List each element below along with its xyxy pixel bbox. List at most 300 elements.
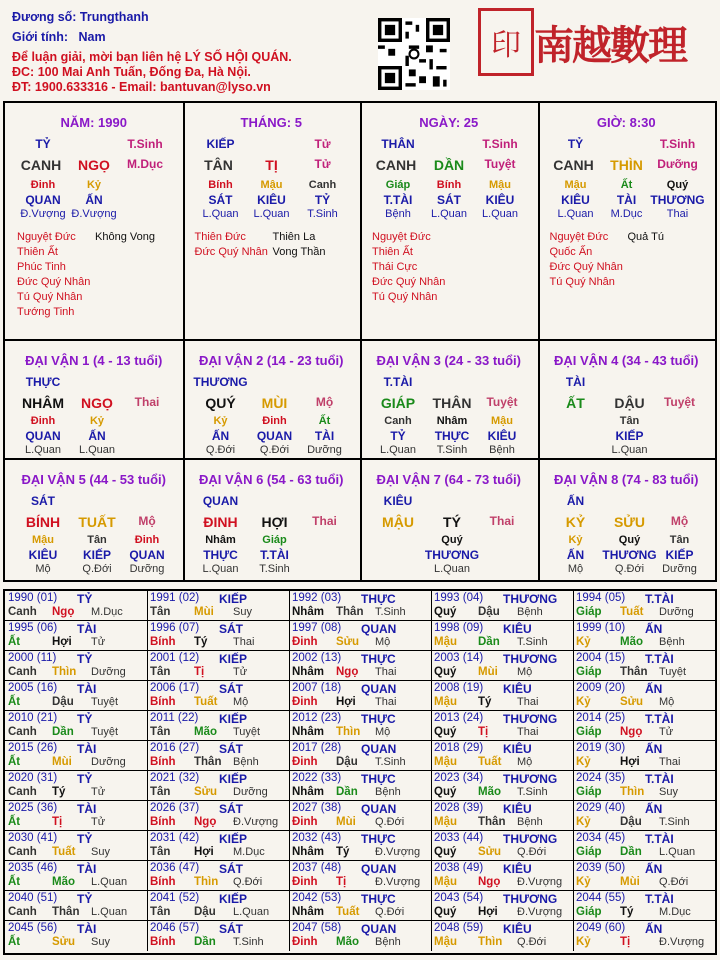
- contact-line: Để luận giải, mời bạn liên hệ LÝ SỐ HỘI QUÁN.: [12, 50, 292, 64]
- pillar-truong-sinh: Tử: [314, 157, 331, 171]
- year-label: 2032 (43): [292, 832, 342, 844]
- dai-van-hidden-sao: KIẾP: [665, 548, 694, 562]
- dai-van-sao: KIÊU: [383, 494, 413, 508]
- dai-van-chi: HỢI: [261, 514, 288, 530]
- pillar-sao: THÂN: [381, 137, 415, 151]
- year-truong-sinh: Dưỡng: [91, 666, 126, 678]
- year-cell[interactable]: [431, 621, 574, 651]
- year-sao: ẤN: [645, 802, 663, 816]
- gender-label: Giới tính:: [12, 30, 69, 44]
- year-cell[interactable]: [289, 741, 432, 771]
- year-chi: Thân: [620, 666, 648, 678]
- year-label: 2005 (16): [8, 682, 58, 694]
- dai-van-hidden-sao: KIÊU: [487, 429, 517, 443]
- year-can: Bính: [150, 816, 176, 828]
- year-can: Tân: [150, 666, 171, 678]
- year-cell[interactable]: [147, 681, 290, 711]
- year-chi: Ngọ: [336, 666, 359, 678]
- year-cell[interactable]: [5, 621, 148, 651]
- dai-van-hidden-can: Nhâm: [205, 534, 236, 546]
- year-truong-sinh: Suy: [91, 936, 110, 948]
- dai-van-hidden-sao: THƯƠNG: [424, 548, 480, 562]
- year-can: Ất: [8, 936, 21, 948]
- year-chi: Dần: [52, 726, 74, 738]
- than-sat: Thiên Đức: [194, 231, 246, 243]
- year-cell[interactable]: [5, 681, 148, 711]
- year-cell[interactable]: [289, 831, 432, 861]
- dai-van-chi: TUẤT: [78, 514, 116, 530]
- pillar-truong-sinh: M.Dục: [127, 157, 163, 171]
- dai-van-can: GIÁP: [380, 395, 416, 411]
- year-cell[interactable]: [289, 621, 432, 651]
- year-truong-sinh: Đ.Vượng: [233, 816, 279, 828]
- year-truong-sinh: T.Sinh: [659, 816, 690, 828]
- year-cell[interactable]: [147, 741, 290, 771]
- year-cell[interactable]: [289, 771, 432, 801]
- dai-van-hidden-can: Ất: [318, 415, 331, 427]
- year-sao: THỰC: [361, 832, 396, 846]
- year-can: Canh: [8, 726, 37, 738]
- year-sao: T.TÀI: [645, 772, 674, 786]
- year-label: 2001 (12): [150, 652, 200, 664]
- year-chi: Dần: [620, 846, 642, 858]
- year-cell[interactable]: [5, 861, 148, 891]
- year-chi: Tị: [620, 936, 631, 948]
- hidden-can: Bính: [436, 179, 462, 191]
- year-cell[interactable]: [147, 591, 290, 621]
- year-chi: Mão: [194, 726, 217, 738]
- year-cell[interactable]: [147, 921, 290, 951]
- year-label: 2016 (27): [150, 742, 200, 754]
- year-can: Kỷ: [576, 936, 591, 948]
- pillar-chi: THÌN: [610, 157, 643, 173]
- year-cell[interactable]: [573, 921, 716, 951]
- hidden-truong-sinh: Thai: [666, 208, 689, 220]
- year-can: Giáp: [576, 786, 602, 798]
- year-truong-sinh: L.Quan: [91, 876, 128, 888]
- year-truong-sinh: Dưỡng: [91, 756, 126, 768]
- year-cell[interactable]: [5, 771, 148, 801]
- hidden-truong-sinh: L.Quan: [202, 208, 239, 220]
- year-cell[interactable]: [431, 741, 574, 771]
- year-label: 1997 (08): [292, 622, 342, 634]
- year-sao: THƯƠNG: [503, 892, 558, 906]
- year-sao: ẤN: [645, 862, 663, 876]
- year-label: 2004 (15): [576, 652, 626, 664]
- dai-van-hidden-can: Mậu: [491, 415, 513, 427]
- dai-van-can: MẬU: [382, 514, 414, 530]
- hidden-can: Giáp: [385, 179, 411, 191]
- year-truong-sinh: Thai: [517, 696, 539, 708]
- year-truong-sinh: Đ.Vượng: [375, 876, 421, 888]
- year-chi: Tị: [478, 726, 489, 738]
- dai-van-title: ĐẠI VẬN 1 (4 - 13 tuổi): [25, 353, 163, 368]
- year-truong-sinh: Tử: [91, 816, 106, 828]
- year-sao: TỶ: [77, 712, 93, 726]
- year-chi: Thìn: [620, 786, 645, 798]
- year-chi: Sửu: [336, 636, 360, 648]
- dai-van-sao: T.TÀI: [383, 375, 413, 389]
- year-sao: KIÊU: [503, 802, 532, 816]
- year-truong-sinh: Q.Đới: [375, 906, 405, 918]
- year-truong-sinh: Mộ: [375, 726, 391, 738]
- year-cell[interactable]: [147, 891, 290, 921]
- year-sao: KIÊU: [503, 862, 532, 876]
- brand-logo: 南越數理: [534, 22, 686, 69]
- year-truong-sinh: Q.Đới: [375, 816, 405, 828]
- year-can: Ất: [8, 756, 21, 768]
- dai-van-hidden-truong-sinh: L.Quan: [78, 444, 116, 456]
- year-truong-sinh: Đ.Vượng: [517, 876, 563, 888]
- year-chi: Tuất: [52, 846, 76, 858]
- dai-van-hidden-sao: QUAN: [256, 429, 293, 443]
- hidden-sao: TỶ: [314, 193, 331, 207]
- year-label: 2030 (41): [8, 832, 58, 844]
- year-label: 2038 (49): [434, 862, 484, 874]
- year-cell[interactable]: [573, 651, 716, 681]
- year-chi: Tý: [478, 696, 492, 708]
- than-sat: Thiên Ất: [17, 246, 58, 258]
- dai-van-chi: SỬU: [613, 514, 646, 530]
- year-truong-sinh: M.Dục: [659, 906, 691, 918]
- year-sao: KIẾP: [219, 592, 248, 606]
- dai-van-can: NHÂM: [22, 395, 64, 411]
- dai-van-hidden-sao: KIÊU: [28, 548, 58, 562]
- year-truong-sinh: Bệnh: [517, 816, 543, 828]
- year-chi: Dậu: [336, 756, 358, 768]
- pillar-title: GIỜ: 8:30: [596, 115, 656, 130]
- year-sao: ẤN: [645, 922, 663, 936]
- year-label: 1995 (06): [8, 622, 58, 634]
- dai-van-can: QUÝ: [205, 395, 236, 411]
- year-can: Canh: [8, 786, 37, 798]
- year-cell[interactable]: [289, 591, 432, 621]
- year-chi: Tị: [52, 816, 63, 828]
- year-cell[interactable]: [431, 891, 574, 921]
- dai-van-hidden-truong-sinh: L.Quan: [433, 563, 471, 575]
- year-cell[interactable]: [573, 741, 716, 771]
- year-can: Nhâm: [292, 666, 324, 678]
- than-sat: Đức Quý Nhân: [17, 276, 91, 288]
- year-label: 2010 (21): [8, 712, 58, 724]
- dai-van-hidden-sao: TỶ: [390, 429, 406, 443]
- dai-van-hidden-can: Đinh: [134, 534, 160, 546]
- year-cell[interactable]: [289, 921, 432, 951]
- year-label: 2043 (54): [434, 892, 484, 904]
- year-can: Giáp: [576, 606, 602, 618]
- hidden-can: Canh: [308, 179, 337, 191]
- dai-van-hidden-truong-sinh: T.Sinh: [259, 563, 290, 575]
- year-cell[interactable]: [289, 711, 432, 741]
- year-label: 2029 (40): [576, 802, 626, 814]
- year-label: 2009 (20): [576, 682, 626, 694]
- year-chi: Tuất: [620, 606, 644, 618]
- year-truong-sinh: Tuyệt: [659, 666, 687, 678]
- than-sat: Tướng Tinh: [17, 306, 75, 318]
- year-can: Bính: [150, 636, 176, 648]
- year-chi: Mùi: [52, 756, 72, 768]
- year-can: Nhâm: [292, 786, 324, 798]
- dai-van-title: ĐẠI VẬN 4 (34 - 43 tuổi): [554, 353, 699, 368]
- year-truong-sinh: Mộ: [375, 636, 391, 648]
- year-cell[interactable]: [147, 651, 290, 681]
- year-chi: Sửu: [620, 696, 644, 708]
- year-chi: Thìn: [194, 876, 219, 888]
- year-can: Bính: [150, 876, 176, 888]
- dai-van-hidden-sao: TÀI: [314, 429, 335, 443]
- than-sat: Tú Quý Nhân: [372, 291, 438, 303]
- year-can: Kỷ: [576, 696, 591, 708]
- than-sat: Phúc Tinh: [17, 261, 66, 273]
- year-cell[interactable]: [573, 771, 716, 801]
- year-cell[interactable]: [573, 711, 716, 741]
- dai-van-hidden-sao: THỰC: [203, 548, 238, 562]
- dai-van-hidden-can: Mậu: [32, 534, 54, 546]
- year-chi: Hợi: [478, 906, 498, 918]
- than-sat: Đức Quý Nhân: [194, 246, 268, 258]
- year-truong-sinh: Bệnh: [233, 756, 259, 768]
- year-cell[interactable]: [573, 591, 716, 621]
- year-sao: QUAN: [361, 622, 397, 636]
- dai-van-hidden-truong-sinh: L.Quan: [24, 444, 62, 456]
- dai-van-hidden-sao: ẤN: [566, 548, 585, 562]
- row-divider: [5, 339, 715, 341]
- year-chi: Sửu: [478, 846, 502, 858]
- year-can: Đinh: [292, 636, 318, 648]
- year-label: 1993 (04): [434, 592, 484, 604]
- year-sao: QUAN: [361, 802, 397, 816]
- year-cell[interactable]: [431, 831, 574, 861]
- year-can: Tân: [150, 846, 171, 858]
- pillar-truong-sinh-top: T.Sinh: [127, 137, 163, 151]
- year-sao: T.TÀI: [645, 592, 674, 606]
- year-can: Đinh: [292, 876, 318, 888]
- year-truong-sinh: Thai: [233, 636, 255, 648]
- year-can: Kỷ: [576, 876, 591, 888]
- year-truong-sinh: Đ.Vượng: [375, 846, 421, 858]
- dai-van-hidden-can: Giáp: [262, 534, 287, 546]
- year-sao: THỰC: [361, 712, 396, 726]
- year-chi: Dậu: [52, 696, 74, 708]
- dai-van-hidden-sao: QUAN: [25, 429, 61, 443]
- year-cell[interactable]: [5, 801, 148, 831]
- year-cell[interactable]: [5, 711, 148, 741]
- dai-van-hidden-sao: T.TÀI: [260, 548, 289, 562]
- year-truong-sinh: Dưỡng: [233, 786, 268, 798]
- year-can: Đinh: [292, 816, 318, 828]
- year-sao: T.TÀI: [645, 652, 674, 666]
- dai-van-chi: DẬU: [614, 395, 645, 411]
- hidden-truong-sinh: M.Dục: [610, 208, 643, 220]
- year-can: Bính: [150, 756, 176, 768]
- pillar-truong-sinh: Tuyệt: [484, 157, 516, 171]
- year-can: Quý: [434, 606, 457, 618]
- dai-van-sao: ẤN: [566, 494, 585, 508]
- hidden-truong-sinh: L.Quan: [430, 208, 468, 220]
- year-can: Canh: [8, 666, 37, 678]
- year-sao: THỰC: [361, 772, 396, 786]
- year-cell[interactable]: [431, 771, 574, 801]
- phone-email-line[interactable]: ĐT: 1900.633316 - Email: bantuvan@lyso.vn: [12, 80, 271, 94]
- year-truong-sinh: Suy: [659, 786, 678, 798]
- year-label: 2013 (24): [434, 712, 484, 724]
- year-cell[interactable]: [147, 771, 290, 801]
- year-can: Tân: [150, 906, 171, 918]
- year-cell[interactable]: [573, 621, 716, 651]
- year-sao: TỶ: [77, 832, 93, 846]
- hidden-sao: SÁT: [208, 193, 233, 207]
- year-cell[interactable]: [289, 891, 432, 921]
- dai-van-hidden-can: Kỷ: [89, 415, 105, 427]
- dai-van-can: ẤT: [566, 395, 585, 411]
- year-chi: Thân: [336, 606, 364, 618]
- year-cell[interactable]: [289, 681, 432, 711]
- dai-van-truong-sinh: Tuyệt: [486, 395, 518, 409]
- dai-van-hidden-sao: ẤN: [88, 429, 106, 443]
- qr-code-icon[interactable]: [378, 18, 450, 90]
- year-sao: THỰC: [361, 652, 396, 666]
- dai-van-hidden-can: Tân: [619, 415, 640, 427]
- dai-van-sao: QUAN: [202, 494, 239, 508]
- year-chi: Mùi: [336, 816, 356, 828]
- year-cell[interactable]: [5, 741, 148, 771]
- year-truong-sinh: Thai: [375, 666, 397, 678]
- year-truong-sinh: Tuyệt: [91, 726, 119, 738]
- year-label: 2048 (59): [434, 922, 484, 934]
- year-truong-sinh: Q.Đới: [659, 876, 689, 888]
- year-sao: T.TÀI: [645, 892, 674, 906]
- year-can: Mậu: [434, 696, 457, 708]
- year-label: 2011 (22): [150, 712, 199, 724]
- pillar-title: NĂM: 1990: [60, 115, 127, 130]
- year-sao: TÀI: [77, 682, 97, 696]
- dai-van-sao: SÁT: [31, 494, 55, 508]
- year-can: Nhâm: [292, 606, 324, 618]
- pillar-chi: DẦN: [433, 157, 465, 173]
- gender-value: Nam: [78, 30, 106, 44]
- year-chi: Tý: [194, 636, 208, 648]
- hidden-can: Mậu: [564, 179, 587, 191]
- column-divider: [360, 103, 362, 580]
- year-cell[interactable]: [431, 681, 574, 711]
- year-sao: QUAN: [361, 922, 397, 936]
- year-sao: TỶ: [77, 592, 93, 606]
- year-chi: Tị: [336, 876, 347, 888]
- year-cell[interactable]: [573, 801, 716, 831]
- year-label: 2027 (38): [292, 802, 342, 814]
- year-cell[interactable]: [5, 591, 148, 621]
- year-cell[interactable]: [431, 651, 574, 681]
- year-can: Ất: [8, 636, 21, 648]
- year-cell[interactable]: [573, 831, 716, 861]
- year-cell[interactable]: [5, 831, 148, 861]
- year-truong-sinh: Bệnh: [659, 636, 685, 648]
- year-chi: Sửu: [52, 936, 76, 948]
- year-label: 2018 (29): [434, 742, 484, 754]
- year-cell[interactable]: [573, 891, 716, 921]
- year-truong-sinh: Tuyệt: [233, 726, 261, 738]
- year-can: Mậu: [434, 756, 457, 768]
- year-can: Giáp: [576, 666, 602, 678]
- year-label: 2014 (25): [576, 712, 626, 724]
- year-label: 2031 (42): [150, 832, 200, 844]
- hidden-truong-sinh: T.Sinh: [307, 208, 338, 220]
- year-cell[interactable]: [289, 861, 432, 891]
- year-cell[interactable]: [431, 711, 574, 741]
- year-cell[interactable]: [431, 591, 574, 621]
- year-cell[interactable]: [573, 861, 716, 891]
- year-cell[interactable]: [5, 921, 148, 951]
- pillar-truong-sinh-top: Tử: [314, 137, 331, 151]
- year-can: Mậu: [434, 816, 457, 828]
- year-sao: QUAN: [361, 742, 397, 756]
- year-chi: Thìn: [478, 936, 503, 948]
- year-label: 2023 (34): [434, 772, 484, 784]
- year-cell[interactable]: [431, 801, 574, 831]
- year-label: 2008 (19): [434, 682, 484, 694]
- year-cell[interactable]: [573, 681, 716, 711]
- year-can: Kỷ: [576, 816, 591, 828]
- pillar-truong-sinh-top: T.Sinh: [659, 137, 696, 151]
- year-sao: TỶ: [77, 892, 93, 906]
- dai-van-hidden-truong-sinh: Mộ: [35, 563, 51, 575]
- year-cell[interactable]: [147, 801, 290, 831]
- header: [0, 0, 720, 100]
- dai-van-title: ĐẠI VẬN 6 (54 - 63 tuổi): [199, 472, 344, 487]
- address-line: ĐC: 100 Mai Anh Tuấn, Đống Đa, Hà Nội.: [12, 65, 251, 79]
- year-can: Kỷ: [576, 756, 591, 768]
- year-sao: SÁT: [219, 802, 243, 816]
- year-cell[interactable]: [431, 921, 574, 951]
- year-cell[interactable]: [147, 621, 290, 651]
- year-cell[interactable]: [289, 801, 432, 831]
- hidden-truong-sinh: Bệnh: [385, 208, 411, 220]
- year-label: 1996 (07): [150, 622, 200, 634]
- year-truong-sinh: Đ.Vượng: [517, 906, 563, 918]
- year-truong-sinh: Suy: [91, 846, 110, 858]
- year-cell[interactable]: [147, 711, 290, 741]
- year-truong-sinh: Tử: [91, 636, 106, 648]
- year-chi: Hợi: [194, 846, 214, 858]
- year-chi: Thân: [52, 906, 80, 918]
- year-chi: Mùi: [478, 666, 498, 678]
- dai-van-hidden-can: Kỷ: [568, 534, 583, 546]
- year-truong-sinh: Tuyệt: [91, 696, 119, 708]
- year-truong-sinh: Suy: [233, 606, 252, 618]
- year-sao: KIÊU: [503, 922, 532, 936]
- year-cell[interactable]: [5, 651, 148, 681]
- year-sao: THƯƠNG: [503, 592, 558, 606]
- year-sao: KIẾP: [219, 832, 248, 846]
- year-can: Nhâm: [292, 906, 324, 918]
- year-cell[interactable]: [5, 891, 148, 921]
- dai-van-truong-sinh: Mộ: [138, 514, 156, 528]
- year-cell[interactable]: [147, 861, 290, 891]
- dai-van-hidden-truong-sinh: L.Quan: [202, 563, 239, 575]
- year-label: 2025 (36): [8, 802, 58, 814]
- year-sao: THƯƠNG: [503, 712, 558, 726]
- year-truong-sinh: Q.Đới: [233, 876, 263, 888]
- hidden-truong-sinh: L.Quan: [557, 208, 594, 220]
- year-cell[interactable]: [289, 651, 432, 681]
- dai-van-can: KỶ: [565, 514, 586, 530]
- year-can: Đinh: [292, 696, 318, 708]
- year-label: 2012 (23): [292, 712, 342, 724]
- dai-van-chi: THÂN: [432, 395, 472, 411]
- year-sao: THỰC: [361, 592, 396, 606]
- year-cell[interactable]: [147, 831, 290, 861]
- year-cell[interactable]: [431, 861, 574, 891]
